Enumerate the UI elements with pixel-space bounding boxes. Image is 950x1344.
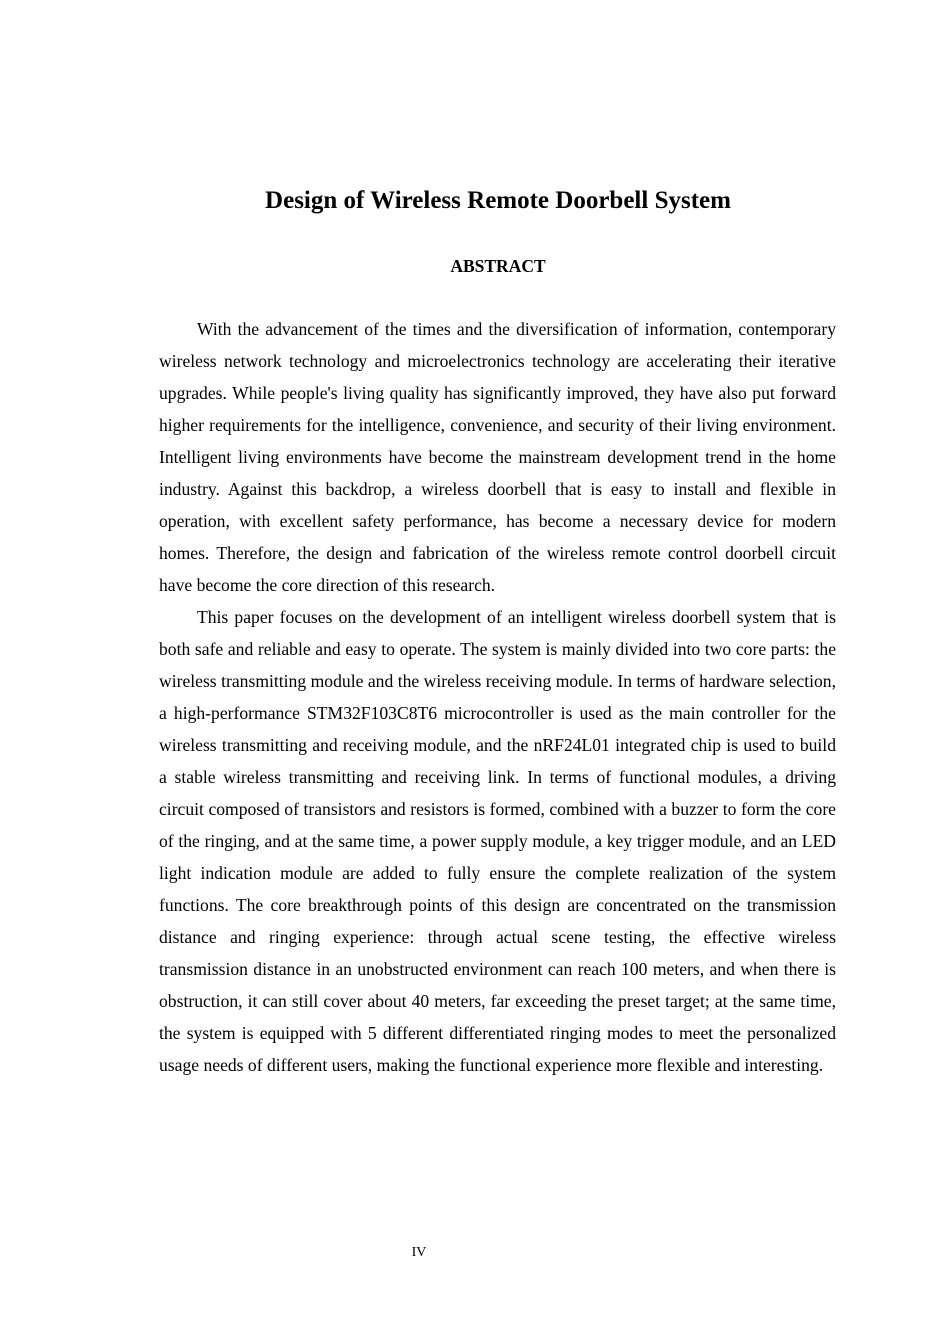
abstract-body [159, 313, 836, 1081]
abstract-paragraph-1: With the advancement of the times and the diversification of information, contemporary wireless network technology and microelectronics technology are accelerating their iterative upgrades. While people's living quality has significantly improved, they have also put forward higher requirements for the intelligence, convenience, and security of their living environment. Intelligent living environments have become the mainstream development trend in the home industry. Against this backdrop, a wireless doorbell that is easy to install and flexible in operation, with excellent safety performance, has become a necessary device for modern homes. Therefore, the design and fabrication of the wireless remote control doorbell circuit have become the core direction of this research. [159, 319, 836, 595]
abstract-paragraph-2: This paper focuses on the development of an intelligent wireless doorbell system that is both safe and reliable and easy to operate. The system is mainly divided into two core parts: the wireless transmitting module and the wireless receiving module. In terms of hardware selection, a high-performance STM32F103C8T6 microcontroller is used as the main controller for the wireless transmitting and receiving module, and the nRF24L01 integrated chip is used to build a stable wireless transmitting and receiving link. In terms of functional modules, a driving circuit composed of transistors and resistors is formed, combined with a buzzer to form the core of the ringing, and at the same time, a power supply module, a key trigger module, and an LED light indication module are added to fully ensure the complete realization of the system functions. The core breakthrough points of this design are concentrated on the transmission distance and ringing experience: through actual scene testing, the effective wireless transmission distance in an unobstructed environment can reach 100 meters, and when there is obstruction, it can still cover about 40 meters, far exceeding the preset target; at the same time, the system is equipped with 5 different differentiated ringing modes to meet the personalized usage needs of different users, making the functional experience more flexible and interesting. [159, 607, 836, 1075]
document-title: Design of Wireless Remote Doorbell System [265, 187, 731, 214]
page-number: IV [411, 1245, 427, 1260]
abstract-heading: ABSTRACT [450, 256, 546, 276]
